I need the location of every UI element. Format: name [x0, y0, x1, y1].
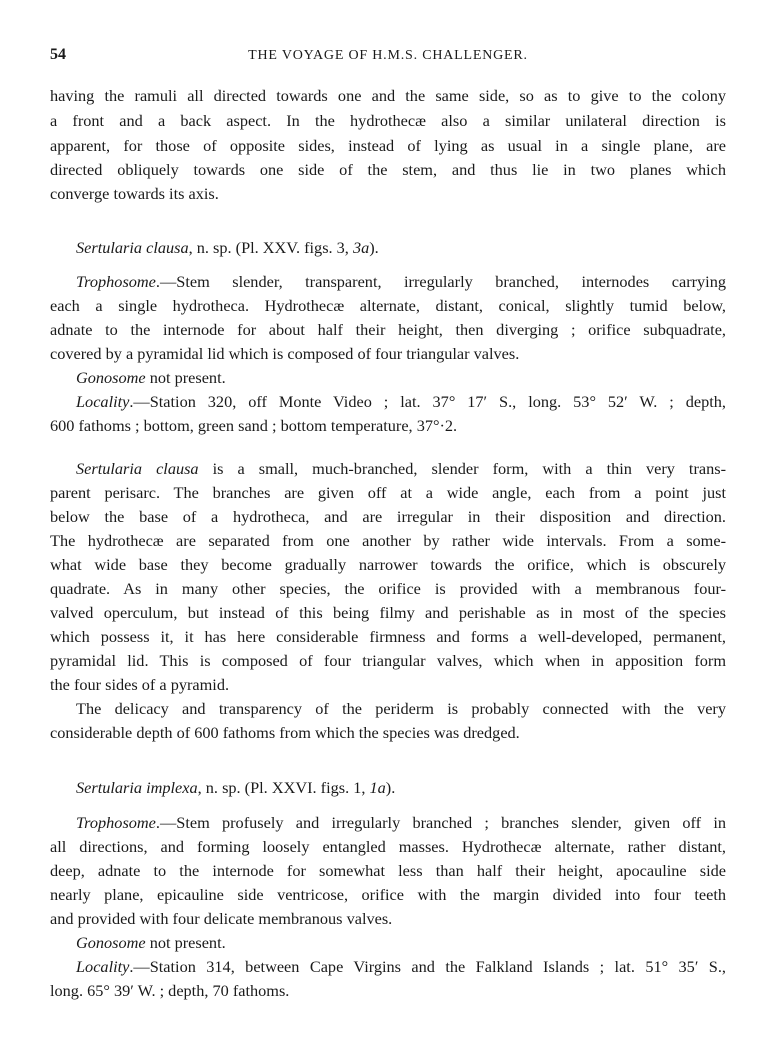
- text-line: considerable depth of 600 fathoms from which the species was dredged.: [50, 723, 520, 742]
- species-name: Sertularia clausa: [76, 238, 189, 257]
- page-header: [50, 46, 726, 66]
- text-line: converge towards its axis.: [50, 184, 219, 203]
- text-line: the four sides of a pyramid.: [50, 675, 230, 694]
- text-line: apparent, for those of opposite sides, instead of lying as usual in a single plane, are: [50, 136, 726, 155]
- text-line: all directions, and forming loosely entangled masses. Hydrothecæ alternate, rather distant,: [50, 837, 726, 856]
- text-line: Sertularia clausa is a small, much-branched, slender form, with a thin very trans-: [76, 459, 726, 478]
- text-line: and provided with four delicate membranous valves.: [50, 909, 393, 928]
- page-number: 54: [50, 46, 66, 63]
- gonosome-line-clausa: Gonosome not present.: [76, 368, 226, 387]
- text-line: pyramidal lid. This is composed of four triangular valves, which when in apposition form: [50, 651, 726, 670]
- text-line: parent perisarc. The branches are given off at a wide angle, each from a point just: [50, 483, 726, 502]
- text-line: Locality.—Station 320, off Monte Video ; lat. 37° 17′ S., long. 53° 52′ W. ; depth,: [76, 392, 726, 411]
- text-line: adnate to the internode for about half their height, then diverging ; orifice subquadrate,: [50, 320, 726, 339]
- text-line: The hydrothecæ are separated from one another by rather wide intervals. From a some-: [50, 531, 726, 550]
- running-title: THE VOYAGE OF H.M.S. CHALLENGER.: [248, 48, 528, 63]
- text-line: each a single hydrotheca. Hydrothecæ alternate, distant, conical, slightly tumid below,: [50, 296, 726, 315]
- text-line: Locality.—Station 314, between Cape Virgins and the Falkland Islands ; lat. 51° 35′ S.,: [76, 957, 726, 976]
- species-heading-clausa: Sertularia clausa, n. sp. (Pl. XXV. figs. 3, 3a).: [76, 238, 379, 257]
- species-name: Sertularia implexa: [76, 778, 198, 797]
- text-line: deep, adnate to the internode for somewhat less than half their height, apocauline side: [50, 861, 726, 880]
- text-line: long. 65° 39′ W. ; depth, 70 fathoms.: [50, 981, 290, 1000]
- text-line: valved operculum, but instead of this being filmy and perishable as in most of the species: [50, 603, 726, 622]
- text-line: Trophosome.—Stem slender, transparent, irregularly branched, internodes carrying: [76, 272, 726, 291]
- species-heading-implexa: Sertularia implexa, n. sp. (Pl. XXVI. figs. 1, 1a).: [76, 778, 396, 797]
- text-line: The delicacy and transparency of the periderm is probably connected with the very: [76, 699, 726, 718]
- text-line: a front and a back aspect. In the hydrothecæ also a similar unilateral direction is: [50, 111, 726, 130]
- text-line: nearly plane, epicauline side ventricose, orifice with the margin divided into four teeth: [50, 885, 726, 904]
- text-line: having the ramuli all directed towards one and the same side, so as to give to the colony: [50, 86, 726, 105]
- text-line: Trophosome.—Stem profusely and irregularly branched ; branches slender, given off in: [76, 813, 726, 832]
- text-line: directed obliquely towards one side of the stem, and thus lie in two planes which: [50, 160, 726, 179]
- text-line: below the base of a hydrotheca, and are irregular in their disposition and direction.: [50, 507, 726, 526]
- text-line: which possess it, it has here considerable firmness and forms a well-developed, permanent,: [50, 627, 726, 646]
- text-line: covered by a pyramidal lid which is composed of four triangular valves.: [50, 344, 520, 363]
- text-line: quadrate. As in many other species, the orifice is provided with a membranous four-: [50, 579, 726, 598]
- gonosome-line-implexa: Gonosome not present.: [76, 933, 226, 952]
- text-line: 600 fathoms ; bottom, green sand ; bottom temperature, 37°·2.: [50, 416, 458, 435]
- text-line: what wide base they become gradually narrower towards the orifice, which is obscurely: [50, 555, 726, 574]
